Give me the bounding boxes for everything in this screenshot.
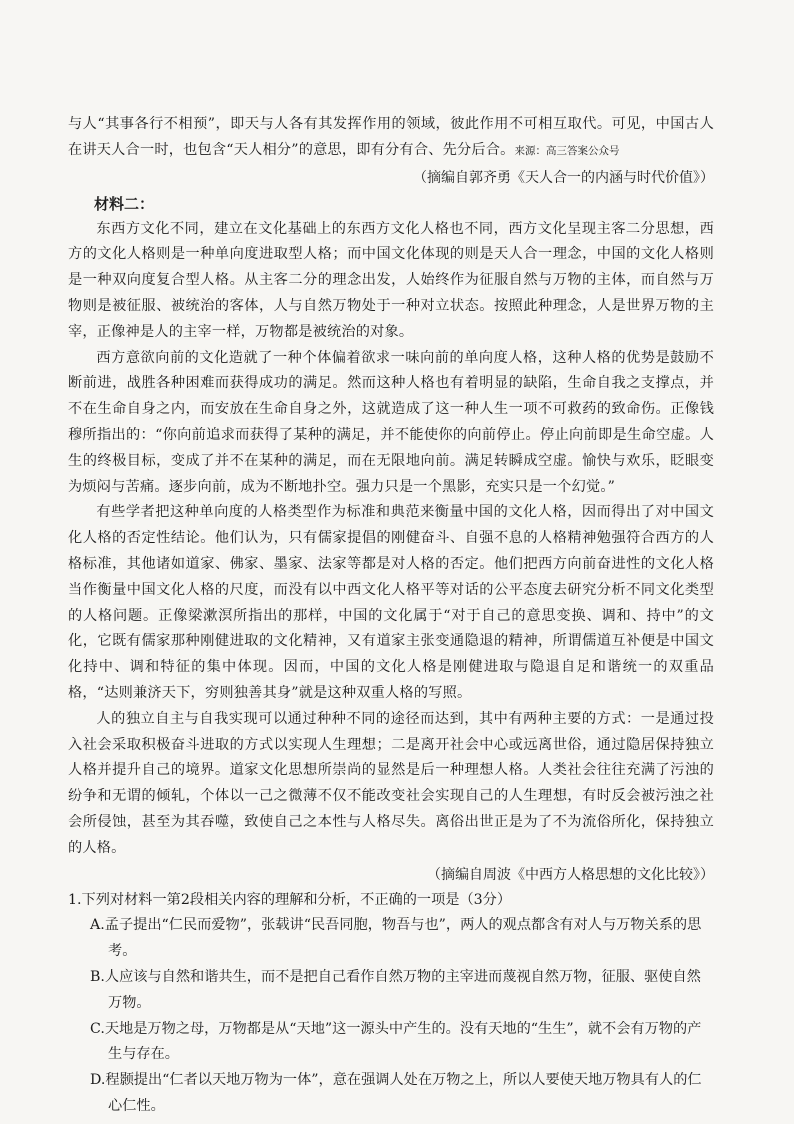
source-note: 来源：高三答案公众号 [514,144,620,157]
question-1-option-d: D.程颢提出“仁者以天地万物为一体”，意在强调人处在万物之上，所以人要使天地万物具有人的仁心仁性。 [90,1072,702,1114]
material1-citation: （摘编自郭齐勇《天人合一的内涵与时代价值》） [413,169,714,186]
question-1-option-a: A.孟子提出“仁民而爱物”，张载讲“民吾同胞，物吾与也”，两人的观点都含有对人与万物关系的思考。 [90,917,702,960]
material2-citation: （摘编自周波《中西方人格思想的文化比较》） [427,866,714,883]
continuation-text: 与人“其事各行不相预”，即天与人各有其发挥作用的领域，彼此作用不可相互取代。可见，中国古人在讲天人合一时，也包含“天人相分”的意思，即有分有合、先分后合。 [68,116,714,158]
material2-heading: 材料二： [94,194,155,213]
question-1-option-b: B.人应该与自然和谐共生，而不是把自己看作自然万物的主宰进而蔑视自然万物，征服、驱使自然万物。 [90,968,701,1011]
material2-paragraph-1: 东西方文化不同，建立在文化基础上的东西方文化人格也不同，西方文化呈现主客二分思想，西方的文化人格则是一种单向度进取型人格；而中国文化体现的则是天人合一理念，中国的文化人格则是一种双向度复合型人格。从主客二分的理念出发，人始终作为征服自然与万物的主体，而自然与万物则是被征服、被统治的客体，人与自然万物处于一种对立状态。按照此种理念，人是世界万物的主宰，正像神是人的主宰一样，万物都是被统治的对象。 [68,220,714,340]
continuation-paragraph [68,112,714,165]
material2-paragraph-4: 人的独立自主与自我实现可以通过种种不同的途径而达到，其中有两种主要的方式：一是通过投入社会采取积极奋斗进取的方式以实现人生理想；二是离开社会中心或远离世俗，通过隐居保持独立人格并提升自己的境界。道家文化思想所崇尚的显然是后一种理想人格。人类社会往往充满了污浊的纷争和无谓的倾轧，个体以一己之微薄不仅不能改变社会实现自己的人生理想，有时反会被污浊之社会所侵蚀，甚至为其吞噬，致使自己之本性与人格尽失。离俗出世正是为了不为流俗所化，保持独立的人格。 [68,710,714,856]
material2-paragraph-2: 西方意欲向前的文化造就了一种个体偏着欲求一味向前的单向度人格，这种人格的优势是鼓励不断前进，战胜各种困难而获得成功的满足。然而这种人格也有着明显的缺陷，生命自我之支撑点，并不在生命自身之内，而安放在生命自身之外，这就造成了这一种人生一项不可救药的致命伤。正像钱穆所指出的：“你向前追求而获得了某种的满足，并不能使你的向前停止。停止向前即是生命空虚。人生的终极目标，变成了并不在某种的满足，而在无限地向前。满足转瞬成空虚。愉快与欢乐，眨眼变为烦闷与苦痛。逐步向前，成为不断地扑空。强力只是一个黑影，充实只是一个幻觉。” [68,349,714,495]
question-1-option-c: C.天地是万物之母，万物都是从“天地”这一源头中产生的。没有天地的“生生”，就不会有万物的产生与存在。 [90,1020,702,1063]
question-1-stem: 1.下列对材料一第2段相关内容的理解和分析，不正确的一项是（3分） [68,891,512,908]
material2-paragraph-3: 有些学者把这种单向度的人格类型作为标准和典范来衡量中国的文化人格，因而得出了对中国文化人格的否定性结论。他们认为，只有儒家提倡的刚健奋斗、自强不息的人格精神勉强符合西方的人格标准，其他诸如道家、佛家、墨家、法家等都是对人格的否定。他们把西方向前奋进性的文化人格当作衡量中国文化人格的尺度，而没有以中西文化人格平等对话的公平态度去研究分析不同文化类型的人格问题。正像梁漱溟所指出的那样，中国的文化属于“对于自己的意思变换、调和、持中”的文化，它既有儒家那种刚健进取的文化精神，又有道家主张变通隐退的精神，所谓儒道互补便是中国文化持中、调和特征的集中体现。因而，中国的文化人格是刚健进取与隐退自足和谐统一的双重品格，“达则兼济天下，穷则独善其身”就是这种双重人格的写照。 [68,504,714,701]
